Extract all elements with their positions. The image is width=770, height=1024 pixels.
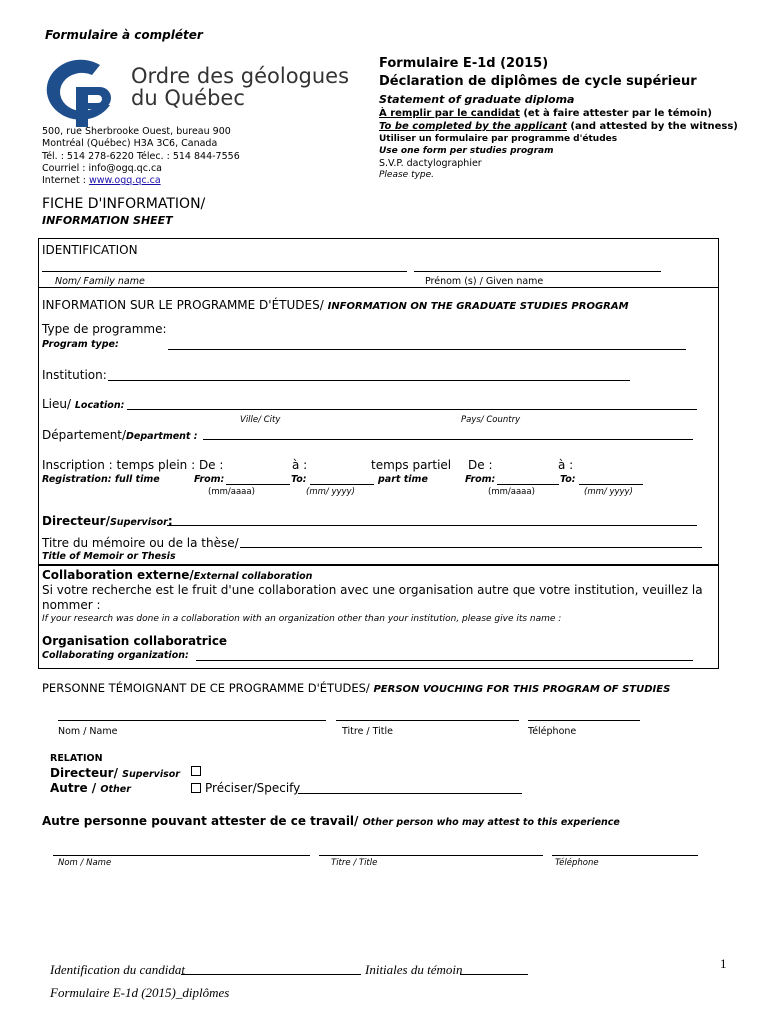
collab-org-input[interactable] <box>196 660 693 661</box>
sheet-title-fr: FICHE D'INFORMATION/ <box>42 196 206 212</box>
other-person-title-label: Titre / Title <box>331 858 378 868</box>
institution-label: Institution: <box>42 368 107 382</box>
institution-input[interactable] <box>108 380 630 381</box>
full-time-to-input[interactable] <box>310 484 374 485</box>
program-type-input[interactable] <box>168 349 686 350</box>
family-name-label: Nom/ Family name <box>55 276 145 287</box>
address-line: Montréal (Québec) H3A 3C6, Canada <box>42 138 218 150</box>
part-to-label: To: <box>560 474 576 485</box>
collab-org-label-en: Collaborating organization: <box>42 650 189 661</box>
address-line: Internet : www.ogq.qc.ca <box>42 175 161 187</box>
part-time-to-input[interactable] <box>579 484 643 485</box>
top-title: Formulaire à compléter <box>45 28 203 42</box>
type-instruction-fr: S.V.P. dactylographier <box>379 158 482 169</box>
form-title-fr: Déclaration de diplômes de cycle supérieur <box>379 74 697 89</box>
form-code: Formulaire E-1d (2015) <box>379 56 549 71</box>
location-input[interactable] <box>127 409 697 410</box>
ogq-logo-icon <box>40 57 126 127</box>
org-name-line2: du Québec <box>131 86 245 110</box>
relation-director-label: Directeur/ Supervisor <box>50 766 180 780</box>
other-person-heading: Autre personne pouvant attester de ce travail/ Other person who may attest to this experience <box>42 814 620 828</box>
website-link[interactable]: www.ogq.qc.ca <box>88 175 161 187</box>
identification-heading: IDENTIFICATION <box>42 243 138 257</box>
other-person-title-input[interactable] <box>319 855 543 856</box>
address-line: Tél. : 514 278-6220 Télec. : 514 844-7556 <box>42 150 240 162</box>
full-from-label: From: <box>194 474 225 485</box>
witness-phone-label: Téléphone <box>528 726 577 737</box>
candidate-id-input[interactable] <box>181 974 361 975</box>
given-name-input[interactable] <box>414 271 661 272</box>
collab-text-fr-2: nommer : <box>42 598 101 612</box>
other-checkbox[interactable] <box>191 783 201 793</box>
sheet-title-en: INFORMATION SHEET <box>42 214 173 227</box>
other-person-name-input[interactable] <box>53 855 310 856</box>
form-title-en: Statement of graduate diploma <box>379 93 575 106</box>
part-time-from-label: De : <box>468 458 493 472</box>
full-time-from-input[interactable] <box>226 484 290 485</box>
org-name-line1: Ordre des géologues <box>131 64 350 88</box>
candidate-id-label: Identification du candidat <box>50 962 186 977</box>
part-time-from-input[interactable] <box>497 484 559 485</box>
thesis-input[interactable] <box>240 547 702 548</box>
director-checkbox[interactable] <box>191 766 201 776</box>
department-label: Département/Department : <box>42 428 198 442</box>
given-name-label: Prénom (s) / Given name <box>425 276 544 287</box>
program-heading: INFORMATION SUR LE PROGRAMME D'ÉTUDES/ INFORMATION ON THE GRADUATE STUDIES PROGRAM <box>42 298 629 312</box>
full-time-label-fr: Inscription : temps plein : De : <box>42 458 224 472</box>
section-divider <box>38 287 719 288</box>
country-label: Pays/ Country <box>461 415 521 425</box>
witness-phone-input[interactable] <box>528 720 640 721</box>
date-format-en: (mm/ yyyy) <box>584 487 633 497</box>
witness-initials-input[interactable] <box>460 974 528 975</box>
specify-label: Préciser/Specify <box>205 781 301 795</box>
family-name-input[interactable] <box>42 271 407 272</box>
collab-org-label-fr: Organisation collaboratrice <box>42 634 228 648</box>
director-label: Directeur/Supervisor: <box>42 514 173 528</box>
other-person-phone-label: Téléphone <box>555 858 599 868</box>
thesis-label-en: Title of Memoir or Thesis <box>42 551 176 562</box>
address-line: Courriel : info@ogq.qc.ca <box>42 162 163 174</box>
full-time-to-label: à : <box>292 458 308 472</box>
part-time-label-fr: temps partiel <box>371 458 452 472</box>
date-format-fr: (mm/aaaa) <box>488 487 535 497</box>
date-format-fr: (mm/aaaa) <box>208 487 255 497</box>
director-input[interactable] <box>167 525 697 526</box>
collab-text-en: If your research was done in a collaboration with an organization other than your institution, please give its name : <box>42 614 562 624</box>
page-number: 1 <box>720 956 727 971</box>
address-line: 500, rue Sherbrooke Ouest, bureau 900 <box>42 126 231 137</box>
one-form-en: Use one form per studies program <box>379 146 554 156</box>
part-time-to-label: à : <box>558 458 574 472</box>
witness-name-input[interactable] <box>58 720 326 721</box>
form-name-footer: Formulaire E-1d (2015)_diplômes <box>50 985 230 1000</box>
section-divider <box>38 564 719 566</box>
witness-initials-label: Initiales du témoin <box>365 962 463 977</box>
fill-instruction-en: To be completed by the applicant (and attested by the witness) <box>379 121 738 132</box>
fill-instruction-fr: À remplir par le candidat (et à faire attester par le témoin) <box>379 108 712 119</box>
relation-heading: RELATION <box>50 753 103 764</box>
other-person-name-label: Nom / Name <box>58 858 112 868</box>
registration-label-en: Registration: full time <box>42 474 160 485</box>
department-input[interactable] <box>203 439 693 440</box>
other-person-phone-input[interactable] <box>552 855 698 856</box>
part-time-label-en: part time <box>378 474 428 485</box>
collab-text-fr-1: Si votre recherche est le fruit d'une collaboration avec une organisation autre que votre institution, veuillez la <box>42 583 703 597</box>
city-label: Ville/ City <box>240 415 281 425</box>
date-format-en: (mm/ yyyy) <box>306 487 355 497</box>
witness-title-label: Titre / Title <box>342 726 394 737</box>
part-from-label: From: <box>465 474 496 485</box>
collab-label: Collaboration externe/External collaboration <box>42 568 313 582</box>
program-type-label-en: Program type: <box>42 339 119 350</box>
program-type-label-fr: Type de programme: <box>42 322 167 336</box>
witness-title-input[interactable] <box>336 720 519 721</box>
full-to-label: To: <box>291 474 307 485</box>
one-form-fr: Utiliser un formulaire par programme d'études <box>379 134 618 144</box>
witness-name-label: Nom / Name <box>58 726 118 737</box>
org-address <box>42 126 240 187</box>
relation-other-label: Autre / Other <box>50 781 131 795</box>
specify-input[interactable] <box>298 793 522 794</box>
location-label: Lieu/ Location: <box>42 397 125 411</box>
thesis-label-fr: Titre du mémoire ou de la thèse/ <box>42 536 239 550</box>
type-instruction-en: Please type. <box>379 170 435 180</box>
witness-heading: PERSONNE TÉMOIGNANT DE CE PROGRAMME D'ÉTUDES/ PERSON VOUCHING FOR THIS PROGRAM OF STUDIES <box>42 681 671 695</box>
